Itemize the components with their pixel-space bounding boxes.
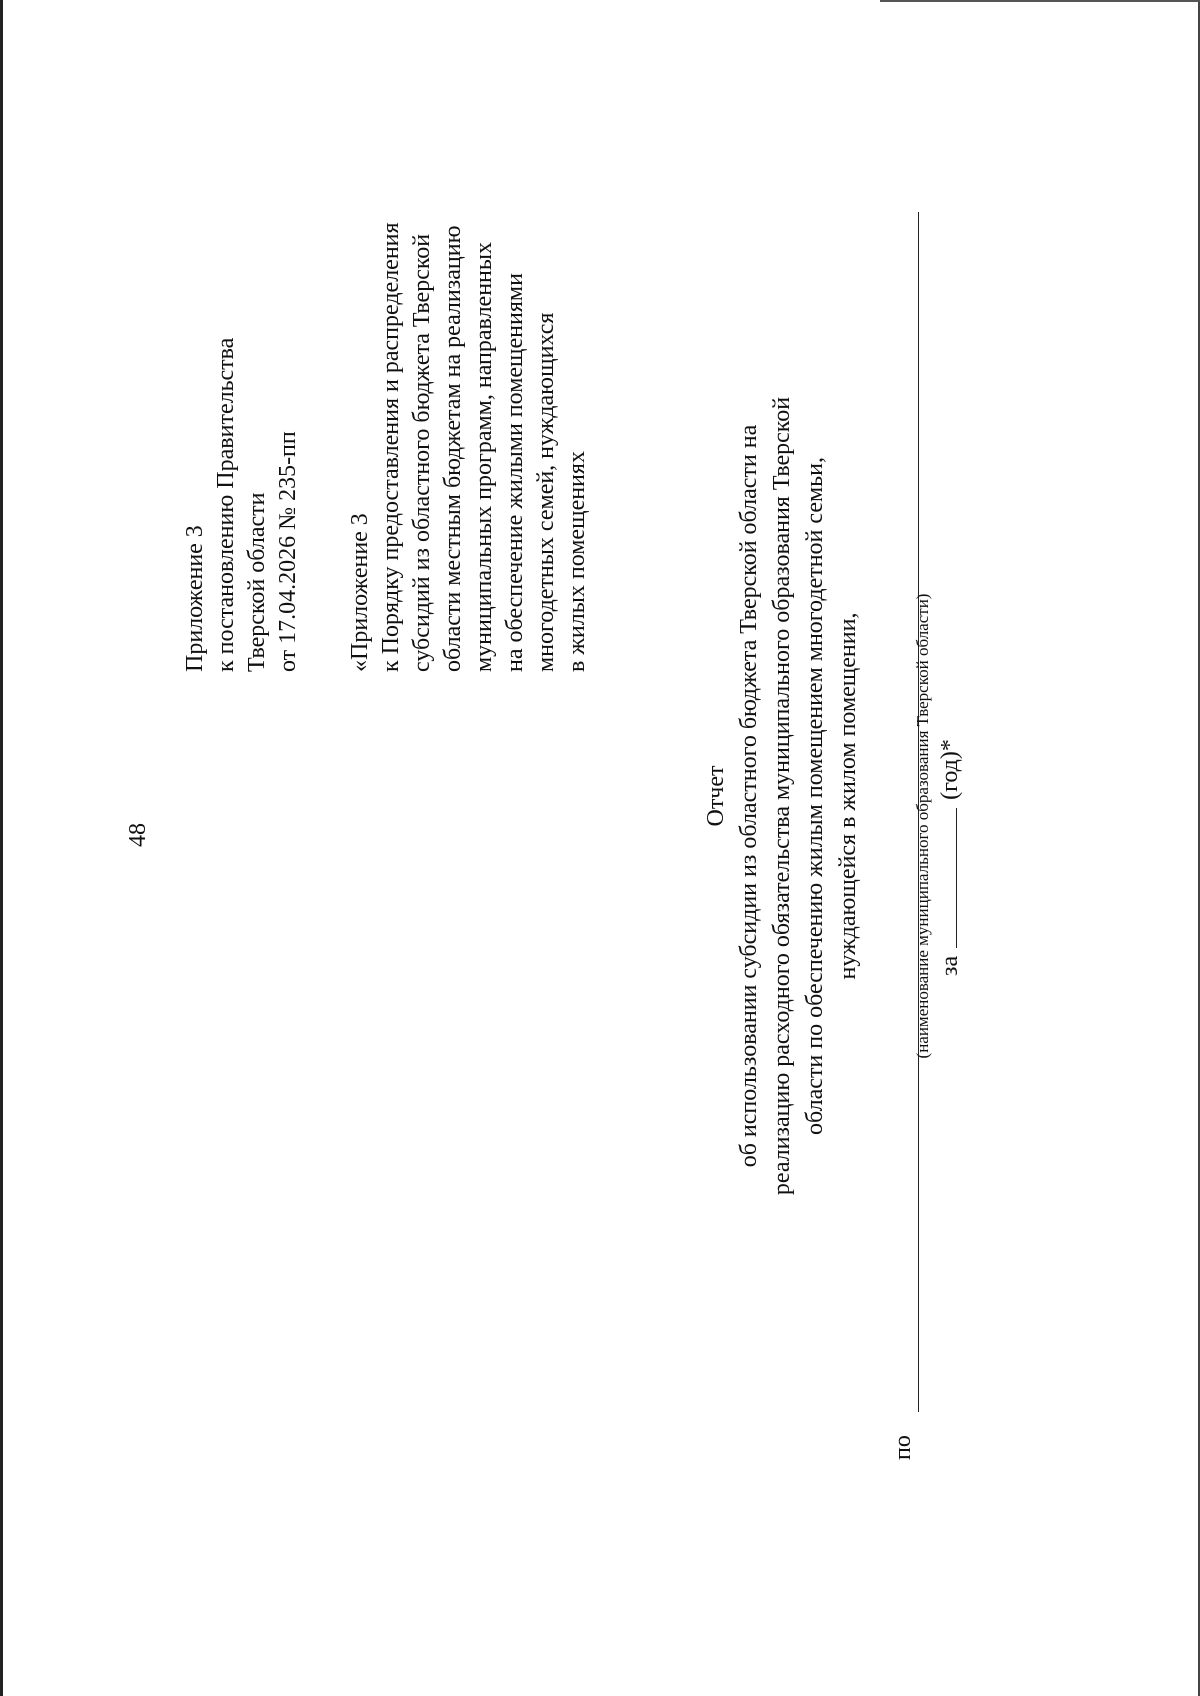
report-subtitle-line: области по обеспечению жилым помещением многодетной семьи, — [802, 457, 828, 1135]
report-title: Отчет — [703, 765, 729, 827]
appendix-line: от 17.04.2026 № 235-пп — [275, 431, 301, 672]
appendix-header — [180, 338, 304, 672]
municipality-prefix: по — [890, 1435, 916, 1460]
order-appendix-line: многодетных семей, нуждающихся — [533, 312, 559, 672]
order-appendix-header — [345, 222, 593, 672]
page-number: 48 — [125, 823, 151, 847]
appendix-line: к постановлению Правительства — [213, 337, 239, 672]
report-subtitle-line: реализацию расходного обязательства муниципального образования Тверской — [769, 396, 795, 1196]
report-title-block — [700, 296, 865, 1296]
period-row — [936, 739, 964, 976]
report-subtitle-line: нуждающейся в жилом помещении, — [835, 612, 861, 980]
order-appendix-line: области местным бюджетам на реализацию — [440, 225, 466, 672]
order-appendix-line: на обеспечение жилыми помещениями — [502, 273, 528, 672]
period-blank-line — [936, 808, 957, 948]
appendix-line: Приложение 3 — [182, 525, 208, 672]
municipality-caption: (наименование муниципального образования Тверской области) — [913, 593, 932, 1059]
appendix-line: Тверской области — [244, 492, 270, 672]
order-appendix-line: субсидий из областного бюджета Тверской — [409, 233, 435, 672]
report-subtitle-line: об использовании субсидии из областного бюджета Тверской области на — [736, 424, 762, 1168]
period-suffix: (год)* — [937, 739, 963, 800]
order-appendix-line: к Порядку предоставления и распределения — [378, 222, 404, 672]
order-appendix-line: в жилых помещениях — [564, 451, 590, 672]
order-appendix-line: муниципальных программ, направленных — [471, 241, 497, 672]
period-prefix: за — [937, 955, 963, 976]
order-appendix-line: «Приложение 3 — [347, 513, 373, 672]
